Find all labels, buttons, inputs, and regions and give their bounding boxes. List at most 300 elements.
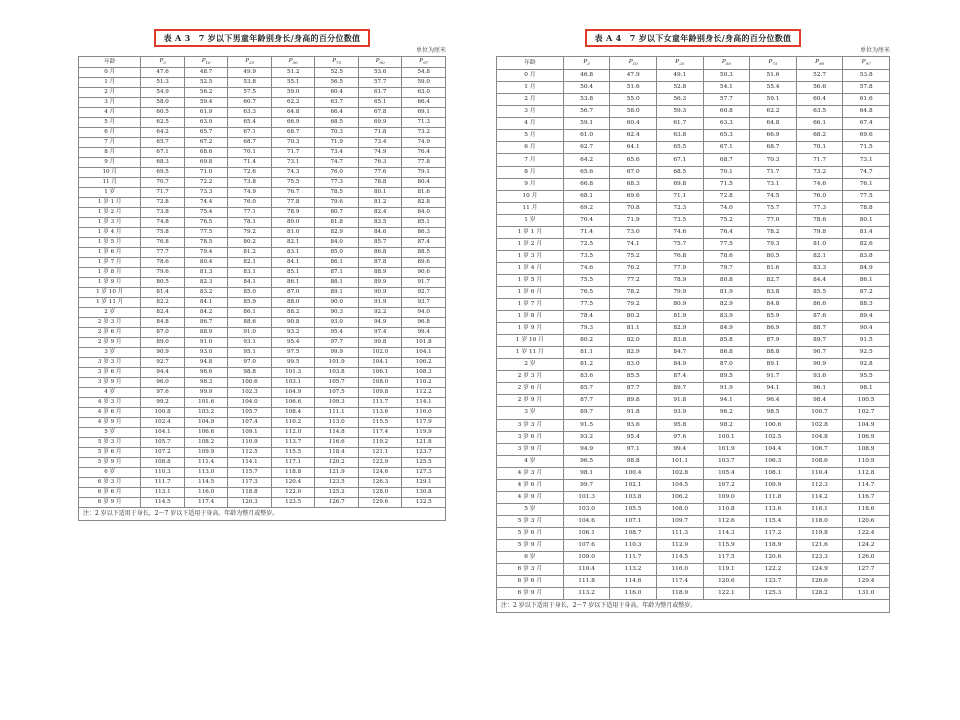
value-cell: 75.7	[750, 202, 797, 214]
boys-table-header-row	[79, 57, 446, 68]
age-cell: 5 岁 9 月	[79, 458, 141, 468]
table-row	[79, 428, 446, 438]
value-cell: 111.4	[184, 458, 228, 468]
value-cell: 123.5	[315, 478, 359, 488]
value-cell: 84.9	[843, 262, 890, 274]
value-cell: 93.7	[402, 298, 446, 308]
value-cell: 112.3	[796, 479, 843, 491]
value-cell: 102.8	[656, 467, 703, 479]
value-cell: 118.9	[656, 588, 703, 600]
value-cell: 81.9	[656, 311, 703, 323]
table-row	[497, 443, 890, 455]
value-cell: 76.5	[563, 287, 610, 299]
age-cell: 1 岁 5 月	[79, 238, 141, 248]
value-cell: 98.3	[184, 378, 228, 388]
value-cell: 109.7	[656, 515, 703, 527]
value-cell: 112.8	[843, 467, 890, 479]
value-cell: 117.5	[703, 552, 750, 564]
value-cell: 91.5	[563, 419, 610, 431]
value-cell: 88.0	[271, 298, 315, 308]
value-cell: 82.9	[703, 299, 750, 311]
age-cell: 1 岁 3 月	[497, 250, 564, 262]
value-cell: 54.9	[141, 88, 185, 98]
age-cell: 3 岁 9 月	[79, 378, 141, 388]
table-row	[79, 198, 446, 208]
table-row	[79, 228, 446, 238]
value-cell: 87.9	[750, 335, 797, 347]
value-cell: 98.1	[563, 467, 610, 479]
value-cell: 87.7	[610, 383, 657, 395]
value-cell: 77.5	[703, 238, 750, 250]
value-cell: 63.7	[315, 98, 359, 108]
value-cell: 107.2	[703, 479, 750, 491]
value-cell: 82.1	[228, 258, 272, 268]
value-cell: 113.0	[315, 418, 359, 428]
table-row	[497, 564, 890, 576]
value-cell: 105.7	[315, 378, 359, 388]
value-cell: 67.8	[358, 108, 402, 118]
value-cell: 73.5	[563, 250, 610, 262]
value-cell: 68.3	[141, 158, 185, 168]
value-cell: 85.9	[750, 311, 797, 323]
value-cell: 85.0	[228, 288, 272, 298]
value-cell: 84.2	[184, 308, 228, 318]
value-cell: 96.0	[141, 378, 185, 388]
value-cell: 105.7	[141, 438, 185, 448]
age-cell: 2 岁 6 月	[497, 383, 564, 395]
value-cell: 84.9	[703, 323, 750, 335]
table-row	[497, 383, 890, 395]
value-cell: 84.9	[656, 359, 703, 371]
table-row	[79, 388, 446, 398]
value-cell: 106.9	[843, 431, 890, 443]
value-cell: 81.8	[315, 218, 359, 228]
value-cell: 88.9	[358, 268, 402, 278]
value-cell: 95.8	[656, 419, 703, 431]
value-cell: 59.4	[184, 98, 228, 108]
value-cell: 68.5	[656, 166, 703, 178]
value-cell: 57.5	[228, 88, 272, 98]
value-cell: 116.0	[402, 408, 446, 418]
age-cell: 1 岁 5 月	[497, 274, 564, 286]
value-cell: 79.2	[228, 228, 272, 238]
value-cell: 116.7	[843, 491, 890, 503]
value-cell: 70.7	[141, 178, 185, 188]
age-cell: 3 岁	[497, 407, 564, 419]
value-cell: 91.8	[656, 395, 703, 407]
age-cell: 2 月	[79, 88, 141, 98]
age-cell: 7 月	[497, 154, 564, 166]
value-cell: 75.8	[141, 228, 185, 238]
value-cell: 64.1	[610, 142, 657, 154]
value-cell: 64.2	[563, 154, 610, 166]
value-cell: 59.3	[656, 106, 703, 118]
value-cell: 69.9	[358, 118, 402, 128]
age-cell: 0 月	[79, 68, 141, 78]
value-cell: 78.6	[141, 258, 185, 268]
value-cell: 126.6	[796, 576, 843, 588]
age-cell: 1 岁 10 月	[79, 288, 141, 298]
value-cell: 75.4	[184, 208, 228, 218]
value-cell: 109.1	[228, 428, 272, 438]
value-cell: 81.9	[703, 287, 750, 299]
value-cell: 129.1	[402, 478, 446, 488]
value-cell: 114.2	[796, 491, 843, 503]
value-cell: 70.4	[563, 214, 610, 226]
value-cell: 47.6	[141, 68, 185, 78]
value-cell: 70.1	[796, 142, 843, 154]
boys-table-body	[79, 68, 446, 508]
value-cell: 119.9	[402, 428, 446, 438]
value-cell: 67.1	[703, 142, 750, 154]
value-cell: 67.1	[656, 154, 703, 166]
age-cell: 4 岁 6 月	[79, 408, 141, 418]
value-cell: 93.2	[271, 328, 315, 338]
value-cell: 90.6	[402, 268, 446, 278]
value-cell: 83.1	[271, 248, 315, 258]
value-cell: 94.9	[563, 443, 610, 455]
value-cell: 87.0	[271, 288, 315, 298]
value-cell: 100.6	[228, 378, 272, 388]
value-cell: 89.1	[750, 359, 797, 371]
girls-table-title: 表 A 4 7 岁以下女童年龄别身长/身高的百分位数值	[585, 29, 802, 47]
value-cell: 56.5	[315, 78, 359, 88]
value-cell: 82.2	[141, 298, 185, 308]
value-cell: 126.7	[315, 498, 359, 508]
value-cell: 72.6	[228, 168, 272, 178]
age-cell: 5 岁 3 月	[497, 515, 564, 527]
value-cell: 83.9	[703, 311, 750, 323]
table-row	[497, 347, 890, 359]
value-cell: 87.7	[563, 395, 610, 407]
table-row	[79, 258, 446, 268]
value-cell: 51.6	[750, 70, 797, 82]
value-cell: 123.3	[796, 552, 843, 564]
value-cell: 69.1	[402, 108, 446, 118]
value-cell: 77.8	[402, 158, 446, 168]
table-row	[497, 359, 890, 371]
value-cell: 53.8	[843, 70, 890, 82]
value-cell: 58.0	[141, 98, 185, 108]
value-cell: 89.8	[610, 395, 657, 407]
value-cell: 110.9	[843, 455, 890, 467]
age-cell: 4 月	[79, 108, 141, 118]
value-cell: 126.3	[358, 478, 402, 488]
value-cell: 70.3	[750, 154, 797, 166]
value-cell: 74.6	[656, 226, 703, 238]
value-cell: 106.2	[402, 358, 446, 368]
table-row	[497, 299, 890, 311]
value-cell: 64.8	[750, 118, 797, 130]
value-cell: 101.1	[656, 455, 703, 467]
age-cell: 7 月	[79, 138, 141, 148]
value-cell: 73.0	[610, 226, 657, 238]
value-cell: 74.7	[315, 158, 359, 168]
age-cell: 4 岁 9 月	[79, 418, 141, 428]
table-row	[79, 308, 446, 318]
percentile-column-header: $P_{25}$	[656, 57, 703, 70]
age-cell: 6 岁 3 月	[497, 564, 564, 576]
table-row	[79, 148, 446, 158]
age-cell: 3 月	[79, 98, 141, 108]
value-cell: 102.4	[141, 418, 185, 428]
age-cell: 6 岁 9 月	[79, 498, 141, 508]
value-cell: 63.3	[228, 108, 272, 118]
value-cell: 56.2	[184, 88, 228, 98]
value-cell: 81.0	[796, 238, 843, 250]
value-cell: 104.9	[184, 418, 228, 428]
value-cell: 65.3	[703, 130, 750, 142]
value-cell: 52.5	[315, 68, 359, 78]
value-cell: 74.0	[703, 202, 750, 214]
age-cell: 6 岁	[497, 552, 564, 564]
age-cell: 1 月	[79, 78, 141, 88]
value-cell: 57.7	[358, 78, 402, 88]
value-cell: 50.3	[703, 70, 750, 82]
value-cell: 121.9	[315, 468, 359, 478]
age-cell: 1 岁 2 月	[497, 238, 564, 250]
table-row	[79, 318, 446, 328]
value-cell: 68.3	[610, 178, 657, 190]
table-row	[79, 178, 446, 188]
value-cell: 73.4	[358, 138, 402, 148]
value-cell: 61.7	[656, 118, 703, 130]
value-cell: 100.6	[750, 419, 797, 431]
value-cell: 78.1	[228, 218, 272, 228]
value-cell: 91.9	[358, 298, 402, 308]
value-cell: 80.2	[610, 311, 657, 323]
value-cell: 101.9	[315, 358, 359, 368]
value-cell: 78.2	[610, 287, 657, 299]
value-cell: 98.4	[796, 395, 843, 407]
value-cell: 71.5	[703, 178, 750, 190]
value-cell: 109.8	[358, 388, 402, 398]
value-cell: 123.7	[750, 576, 797, 588]
value-cell: 93.6	[610, 419, 657, 431]
value-cell: 62.5	[141, 118, 185, 128]
table-row	[79, 398, 446, 408]
value-cell: 62.4	[610, 130, 657, 142]
value-cell: 79.6	[315, 198, 359, 208]
value-cell: 94.8	[184, 358, 228, 368]
value-cell: 102.7	[843, 407, 890, 419]
percentile-column-header: $P_3$	[141, 57, 185, 68]
value-cell: 89.5	[703, 371, 750, 383]
girls-table-header-row	[497, 57, 890, 70]
value-cell: 116.0	[184, 488, 228, 498]
value-cell: 103.8	[315, 368, 359, 378]
value-cell: 104.6	[563, 515, 610, 527]
percentile-column-header: $P_{97}$	[402, 57, 446, 68]
value-cell: 87.4	[656, 371, 703, 383]
value-cell: 120.3	[228, 498, 272, 508]
value-cell: 71.9	[610, 214, 657, 226]
table-row	[497, 106, 890, 118]
percentile-column-header: $P_{75}$	[750, 57, 797, 70]
value-cell: 94.1	[703, 395, 750, 407]
age-cell: 2 岁 6 月	[79, 328, 141, 338]
value-cell: 77.2	[610, 274, 657, 286]
age-cell: 9 月	[497, 178, 564, 190]
table-row	[497, 395, 890, 407]
table-row	[497, 419, 890, 431]
value-cell: 116.1	[796, 503, 843, 515]
value-cell: 83.8	[750, 287, 797, 299]
table-row	[497, 527, 890, 539]
value-cell: 103.1	[271, 378, 315, 388]
value-cell: 108.6	[796, 455, 843, 467]
value-cell: 75.5	[271, 178, 315, 188]
value-cell: 117.4	[184, 498, 228, 508]
value-cell: 56.3	[656, 94, 703, 106]
table-row	[79, 498, 446, 508]
value-cell: 93.0	[184, 348, 228, 358]
age-cell: 6 岁	[79, 468, 141, 478]
value-cell: 104.0	[228, 398, 272, 408]
value-cell: 60.5	[141, 108, 185, 118]
value-cell: 83.3	[796, 262, 843, 274]
value-cell: 109.3	[315, 398, 359, 408]
age-cell: 1 岁 8 月	[497, 311, 564, 323]
value-cell: 80.8	[703, 274, 750, 286]
value-cell: 114.3	[703, 527, 750, 539]
value-cell: 64.8	[843, 106, 890, 118]
age-cell: 2 月	[497, 94, 564, 106]
table-row	[79, 88, 446, 98]
value-cell: 80.5	[141, 278, 185, 288]
value-cell: 85.8	[703, 335, 750, 347]
table-row	[79, 298, 446, 308]
value-cell: 124.6	[358, 468, 402, 478]
age-column-header: 年龄	[79, 57, 141, 68]
value-cell: 115.5	[271, 448, 315, 458]
value-cell: 84.1	[184, 298, 228, 308]
value-cell: 99.4	[656, 443, 703, 455]
value-cell: 47.9	[610, 70, 657, 82]
table-row	[79, 238, 446, 248]
value-cell: 130.8	[402, 488, 446, 498]
value-cell: 109.0	[703, 491, 750, 503]
age-cell: 1 岁 10 月	[497, 335, 564, 347]
age-cell: 4 月	[497, 118, 564, 130]
value-cell: 77.8	[271, 198, 315, 208]
value-cell: 59.1	[750, 94, 797, 106]
value-cell: 79.2	[610, 299, 657, 311]
age-cell: 10 月	[79, 168, 141, 178]
value-cell: 84.7	[656, 347, 703, 359]
value-cell: 73.1	[271, 158, 315, 168]
age-cell: 2 岁 3 月	[79, 318, 141, 328]
value-cell: 110.3	[610, 539, 657, 551]
table-row	[497, 238, 890, 250]
table-row	[497, 142, 890, 154]
value-cell: 83.6	[563, 371, 610, 383]
value-cell: 110.3	[141, 468, 185, 478]
table-row	[497, 70, 890, 82]
table-row	[497, 467, 890, 479]
age-cell: 1 月	[497, 82, 564, 94]
value-cell: 108.4	[271, 408, 315, 418]
age-cell: 1 岁 7 月	[79, 258, 141, 268]
value-cell: 105.4	[703, 467, 750, 479]
value-cell: 83.8	[656, 335, 703, 347]
value-cell: 84.8	[750, 299, 797, 311]
value-cell: 85.9	[228, 298, 272, 308]
value-cell: 112.6	[703, 515, 750, 527]
value-cell: 61.0	[563, 130, 610, 142]
value-cell: 81.0	[271, 228, 315, 238]
value-cell: 55.4	[750, 82, 797, 94]
value-cell: 109.9	[184, 448, 228, 458]
value-cell: 84.1	[271, 258, 315, 268]
table-row	[497, 214, 890, 226]
value-cell: 104.4	[750, 443, 797, 455]
value-cell: 115.7	[228, 468, 272, 478]
value-cell: 80.1	[843, 214, 890, 226]
value-cell: 83.2	[184, 288, 228, 298]
value-cell: 82.4	[141, 308, 185, 318]
value-cell: 129.6	[358, 498, 402, 508]
value-cell: 67.4	[843, 118, 890, 130]
table-row	[497, 503, 890, 515]
value-cell: 122.4	[843, 527, 890, 539]
table-row	[79, 118, 446, 128]
value-cell: 121.6	[796, 539, 843, 551]
value-cell: 88.5	[402, 248, 446, 258]
value-cell: 90.9	[358, 288, 402, 298]
value-cell: 120.2	[315, 458, 359, 468]
value-cell: 92.5	[843, 347, 890, 359]
value-cell: 81.2	[228, 248, 272, 258]
age-cell: 2 岁	[497, 359, 564, 371]
boys-table-title: 表 A 3 7 岁以下男童年龄别身长/身高的百分位数值	[154, 29, 371, 47]
value-cell: 104.9	[843, 419, 890, 431]
value-cell: 111.8	[750, 491, 797, 503]
value-cell: 74.3	[271, 168, 315, 178]
value-cell: 65.1	[358, 98, 402, 108]
value-cell: 99.9	[184, 388, 228, 398]
value-cell: 120.6	[843, 515, 890, 527]
value-cell: 90.0	[315, 298, 359, 308]
table-row	[79, 248, 446, 258]
girls-height-table-panel	[496, 26, 890, 613]
value-cell: 84.1	[228, 278, 272, 288]
value-cell: 77.5	[843, 190, 890, 202]
value-cell: 62.7	[563, 142, 610, 154]
value-cell: 104.1	[141, 428, 185, 438]
value-cell: 66.4	[315, 108, 359, 118]
value-cell: 106.1	[358, 368, 402, 378]
value-cell: 74.9	[402, 138, 446, 148]
value-cell: 86.3	[402, 228, 446, 238]
age-cell: 8 月	[497, 166, 564, 178]
value-cell: 55.1	[271, 78, 315, 88]
value-cell: 94.0	[402, 308, 446, 318]
value-cell: 67.1	[228, 128, 272, 138]
value-cell: 87.6	[796, 311, 843, 323]
value-cell: 106.6	[184, 428, 228, 438]
age-cell: 1 岁 6 月	[497, 287, 564, 299]
value-cell: 87.0	[141, 328, 185, 338]
value-cell: 106.3	[750, 455, 797, 467]
value-cell: 69.6	[843, 130, 890, 142]
age-cell: 5 岁 6 月	[79, 448, 141, 458]
table-row	[497, 226, 890, 238]
value-cell: 119.2	[358, 438, 402, 448]
value-cell: 92.2	[358, 308, 402, 318]
value-cell: 84.6	[358, 228, 402, 238]
value-cell: 104.1	[358, 358, 402, 368]
